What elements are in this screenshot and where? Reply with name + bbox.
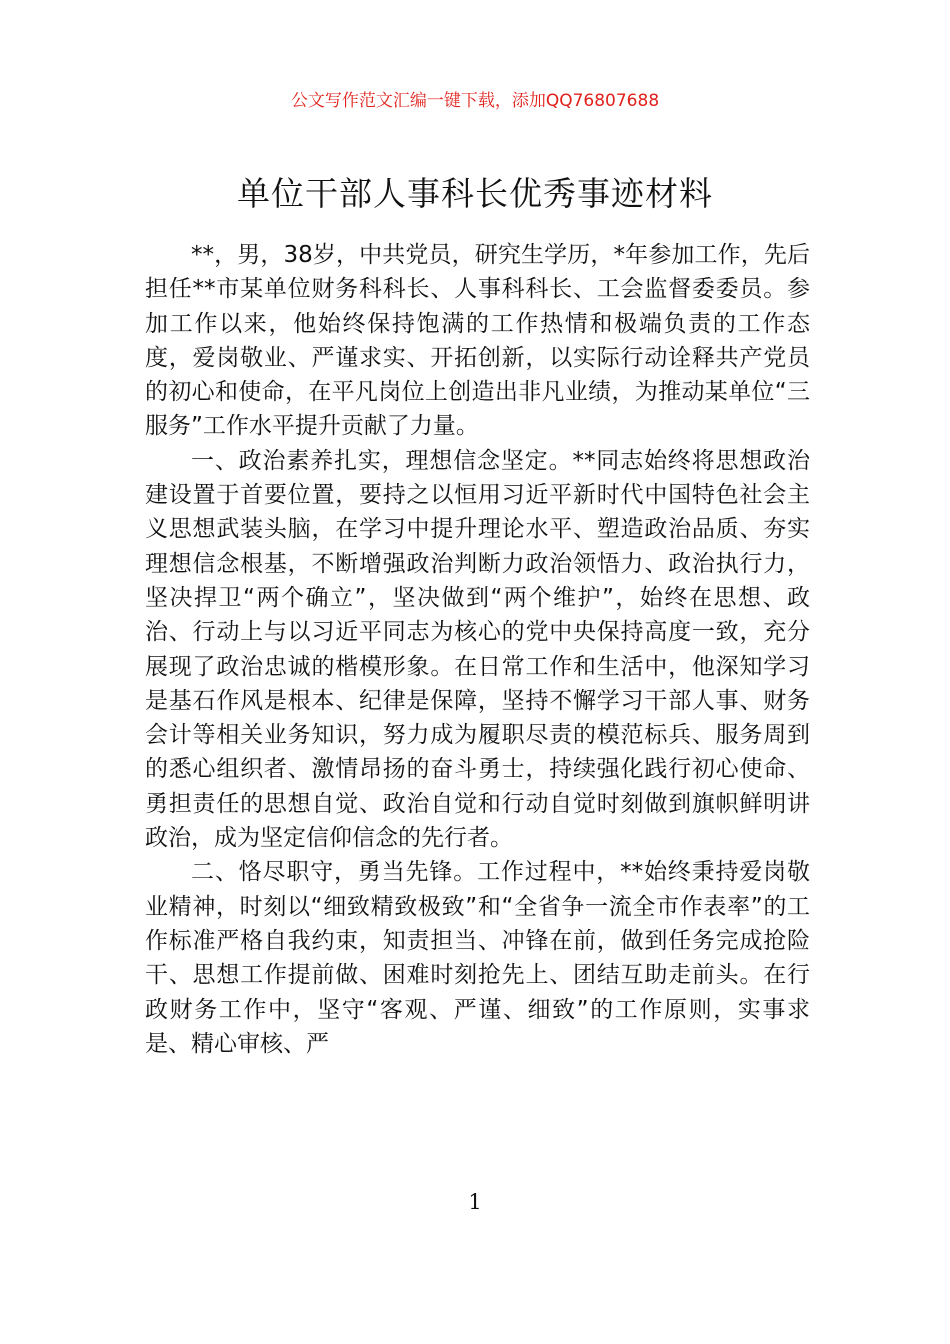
paragraph-section-one: 一、政治素养扎实，理想信念坚定。**同志始终将思想政治建设置于首要位置，要持之以恒用习近平新时代中国特色社会主义思想武装头脑，在学习中提升理论水平、塑造政治品质、夯实理想信念根基，不断增强政治判断力政治领悟力、政治执行力，坚决捍卫“两个确立”，坚决做到“两个维护”，始终在思想、政治、行动上与以习近平同志为核心的党中央保持高度一致，充分展现了政治忠诚的楷模形象。在日常工作和生活中，他深知学习是基石作风是根本、纪律是保障，坚持不懈学习干部人事、财务会计等相关业务知识，努力成为履职尽责的模范标兵、服务周到的悉心组织者、激情昂扬的奋斗勇士，持续强化践行初心使命、勇担责任的思想自觉、政治自觉和行动自觉时刻做到旗帜鲜明讲政治，成为坚定信仰信念的先行者。 — [145, 447, 810, 852]
page-number: 1 — [468, 1190, 482, 1214]
paragraph-section-two: 二、恪尽职守，勇当先锋。工作过程中，**始终秉持爱岗敬业精神，时刻以“细致精致极致”和“全省争一流全市作表率”的工作标准严格自我约束，知责担当、冲锋在前，做到任务完成抢险干、思想工作提前做、困难时刻抢先上、团结互助走前头。在行政财务工作中，坚守“客观、严谨、细致”的工作原则，实事求是、精心审核、严 — [145, 859, 810, 1057]
document-body — [145, 238, 810, 1061]
document-title: 单位干部人事科长优秀事迹材料 — [237, 174, 713, 213]
header-promo-note: 公文写作范文汇编一键下载，添加QQ76807688 — [290, 91, 660, 111]
paragraph-intro: **，男，38岁，中共党员，研究生学历，*年参加工作，先后担任**市某单位财务科科长、人事科科长、工会监督委委员。参加工作以来，他始终保持饱满的工作热情和极端负责的工作态度，爱岗敬业、严谨求实、开拓创新，以实际行动诠释共产党员的初心和使命，在平凡岗位上创造出非凡业绩，为推动某单位“三服务”工作水平提升贡献了力量。 — [145, 242, 810, 440]
